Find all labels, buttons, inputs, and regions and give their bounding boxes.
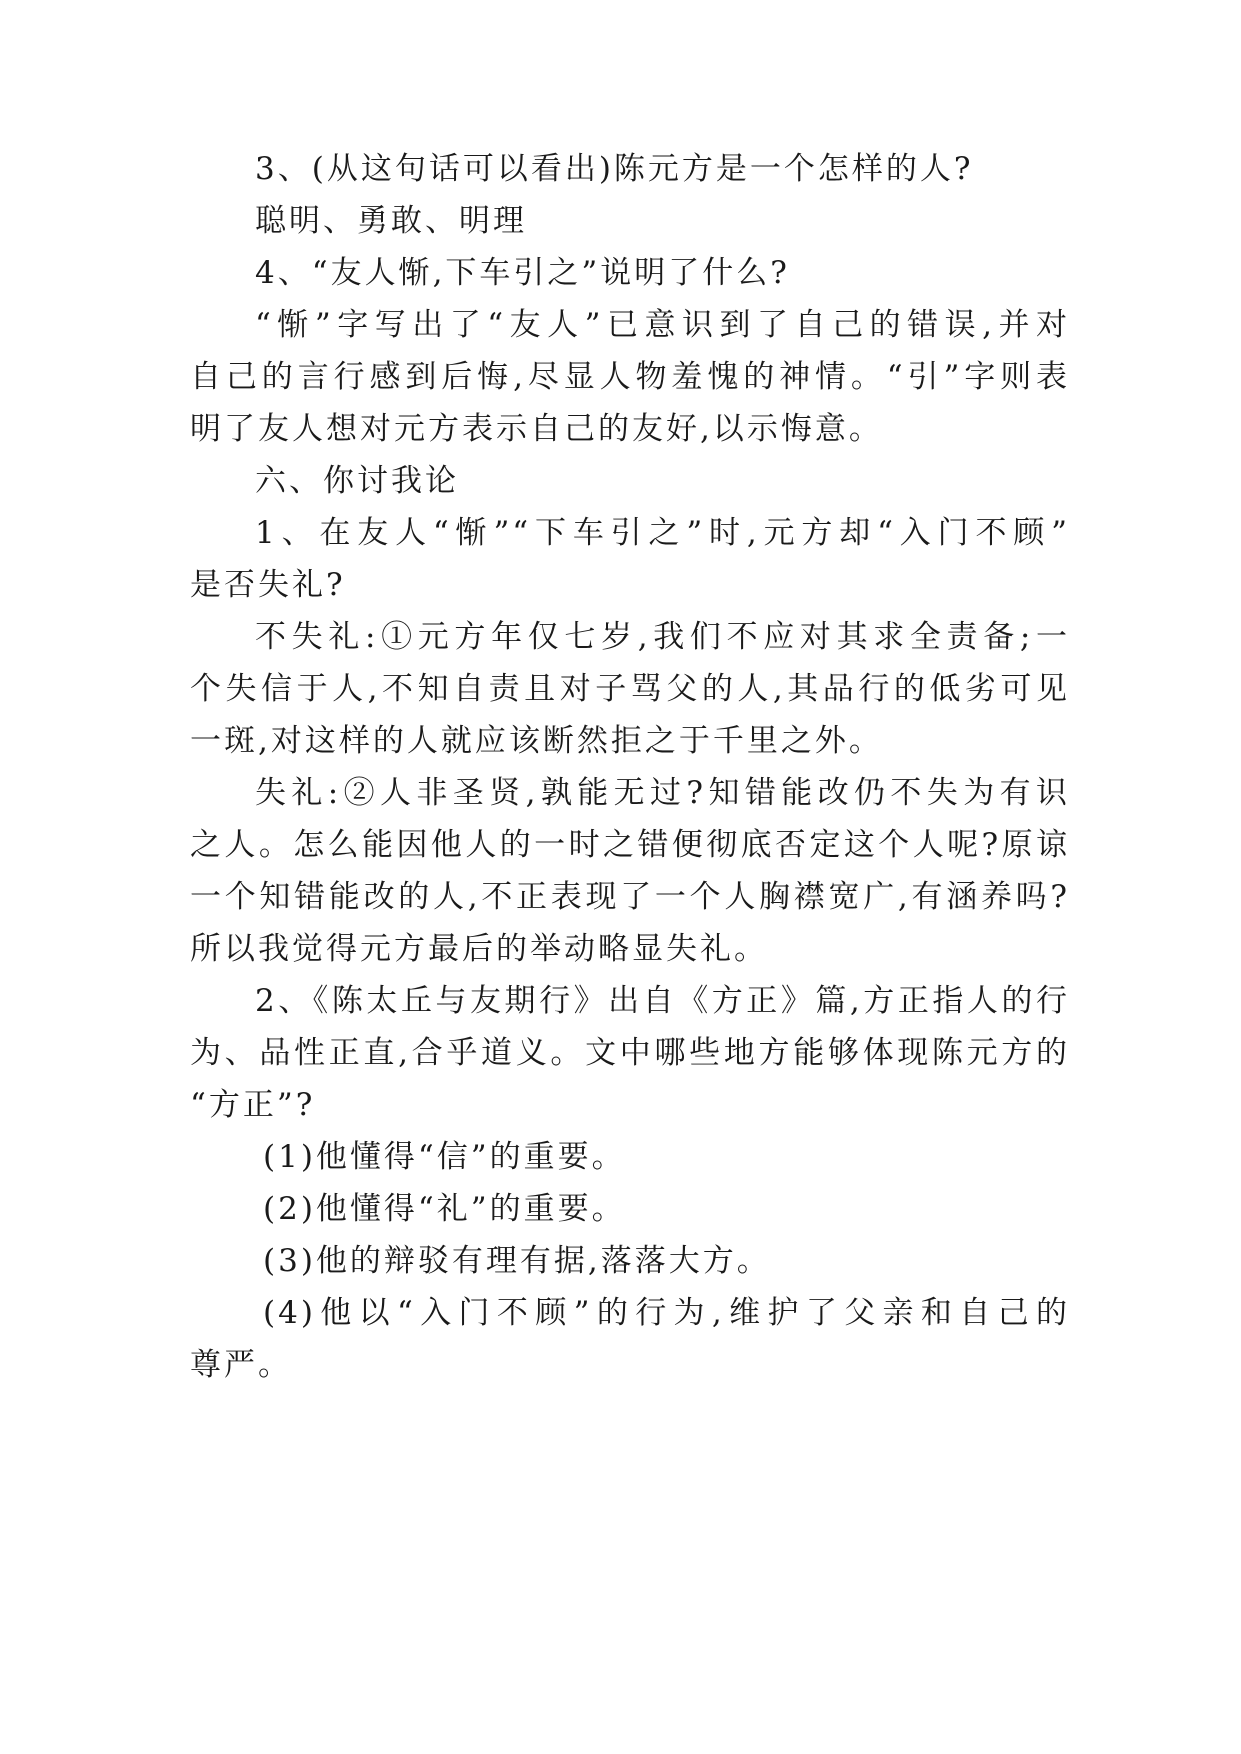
answer-4-line-1: “惭”字写出了“友人”已意识到了自己的错误,并对	[255, 307, 1070, 343]
answer-4-line-3: 明了友人想对元方表示自己的友好,以示悔意。	[190, 411, 883, 447]
view-1-line-3: 一斑,对这样的人就应该断然拒之于千里之外。	[190, 723, 883, 759]
discussion-2-line-1: 2、《陈太丘与友期行》出自《方正》篇,方正指人的行	[255, 983, 1070, 1019]
discussion-2-line-3: “方正”?	[190, 1087, 316, 1123]
question-3: 3、(从这句话可以看出)陈元方是一个怎样的人?	[255, 151, 974, 187]
view-2-line-2: 之人。怎么能因他人的一时之错便彻底否定这个人呢?原谅	[190, 827, 1070, 863]
point-3: (3)他的辩驳有理有据,落落大方。	[263, 1243, 771, 1279]
discussion-1-line-1: 1、在友人“惭”“下车引之”时,元方却“入门不顾”	[255, 515, 1070, 551]
answer-4-line-2: 自己的言行感到后悔,尽显人物羞愧的神情。“引”字则表	[190, 359, 1070, 395]
view-2-line-4: 所以我觉得元方最后的举动略显失礼。	[190, 931, 768, 967]
point-4-line-1: (4)他以“入门不顾”的行为,维护了父亲和自己的	[263, 1295, 1070, 1331]
section-heading-six: 六、你讨我论	[255, 463, 459, 499]
answer-3: 聪明、勇敢、明理	[255, 203, 527, 239]
view-1-line-2: 个失信于人,不知自责且对子骂父的人,其品行的低劣可见	[190, 671, 1070, 707]
question-4: 4、“友人惭,下车引之”说明了什么?	[255, 255, 790, 291]
point-1: (1)他懂得“信”的重要。	[263, 1139, 626, 1175]
view-1-line-1: 不失礼:①元方年仅七岁,我们不应对其求全责备;一	[255, 619, 1070, 655]
point-2: (2)他懂得“礼”的重要。	[263, 1191, 626, 1227]
view-2-line-1: 失礼:②人非圣贤,孰能无过?知错能改仍不失为有识	[255, 775, 1070, 811]
discussion-2-line-2: 为、品性正直,合乎道义。文中哪些地方能够体现陈元方的	[190, 1035, 1070, 1071]
point-4-line-2: 尊严。	[190, 1347, 292, 1383]
discussion-1-line-2: 是否失礼?	[190, 567, 346, 603]
view-2-line-3: 一个知错能改的人,不正表现了一个人胸襟宽广,有涵养吗?	[190, 879, 1070, 915]
